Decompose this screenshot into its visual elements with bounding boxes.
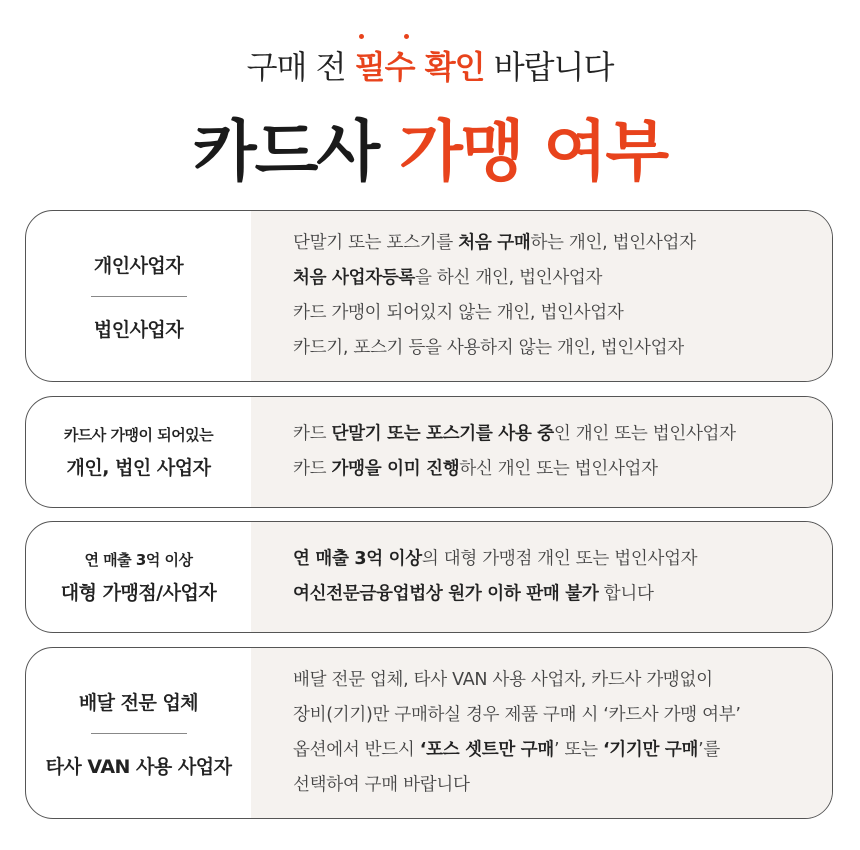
info-card-individual-corporate [25, 210, 833, 382]
card-label [26, 397, 251, 507]
description-line: 처음 사업자등록을 하신 개인, 법인사업자 [293, 268, 603, 288]
subtitle-text-end: 바랍니다 [484, 48, 614, 86]
description-line: 카드기, 포스기 등을 사용하지 않는 개인, 법인사업자 [293, 338, 684, 358]
label-van: 타사 VAN 사용 사업자 [45, 755, 232, 778]
info-card-card-merchant [25, 396, 833, 508]
subtitle-text: 구매 전 [246, 48, 355, 86]
description-line: 연 매출 3억 이상의 대형 가맹점 개인 또는 법인사업자 [293, 549, 698, 569]
card-description [251, 522, 832, 632]
emphasis-dot [359, 34, 364, 39]
label-main: 개인, 법인 사업자 [66, 457, 211, 479]
description-line: 선택하여 구매 바랍니다 [293, 775, 470, 795]
card-description [251, 648, 832, 818]
card-description [251, 211, 832, 381]
page-title [0, 98, 860, 193]
title-accent: 가맹 여부 [399, 113, 668, 190]
description-line: 옵션에서 반드시 ‘포스 셋트만 구매’ 또는 ‘기기만 구매’를 [293, 740, 720, 760]
description-line: 여신전문금융업법상 원가 이하 판매 불가 합니다 [293, 584, 654, 604]
card-label [26, 211, 251, 381]
description-line: 단말기 또는 포스기를 처음 구매하는 개인, 법인사업자 [293, 233, 696, 253]
label-small: 연 매출 3억 이상 [84, 551, 193, 569]
description-line: 카드 단말기 또는 포스기를 사용 중인 개인 또는 법인사업자 [293, 424, 736, 444]
label-main: 대형 가맹점/사업자 [60, 582, 217, 604]
label-divider [91, 733, 187, 734]
subtitle-accent-text: 필수 확인 [354, 48, 485, 86]
card-label [26, 648, 251, 818]
label-individual: 개인사업자 [93, 254, 184, 277]
info-card-large-merchant [25, 521, 833, 633]
description-line: 장비(기기)만 구매하실 경우 제품 구매 시 ‘카드사 가맹 여부’ [293, 705, 741, 725]
title-main: 카드사 [192, 113, 400, 190]
card-label [26, 522, 251, 632]
label-divider [91, 296, 187, 297]
page-subtitle [0, 42, 860, 88]
emphasis-dot [404, 34, 409, 39]
description-line: 배달 전문 업체, 타사 VAN 사용 사업자, 카드사 가맹없이 [293, 670, 713, 690]
info-card-delivery-van [25, 647, 833, 819]
card-description [251, 397, 832, 507]
description-line: 카드 가맹을 이미 진행하신 개인 또는 법인사업자 [293, 459, 658, 479]
label-small: 카드사 가맹이 되어있는 [63, 426, 214, 444]
description-line: 카드 가맹이 되어있지 않는 개인, 법인사업자 [293, 303, 624, 323]
label-delivery: 배달 전문 업체 [78, 691, 199, 714]
subtitle-accent [355, 48, 485, 86]
label-corporate: 법인사업자 [93, 318, 184, 341]
